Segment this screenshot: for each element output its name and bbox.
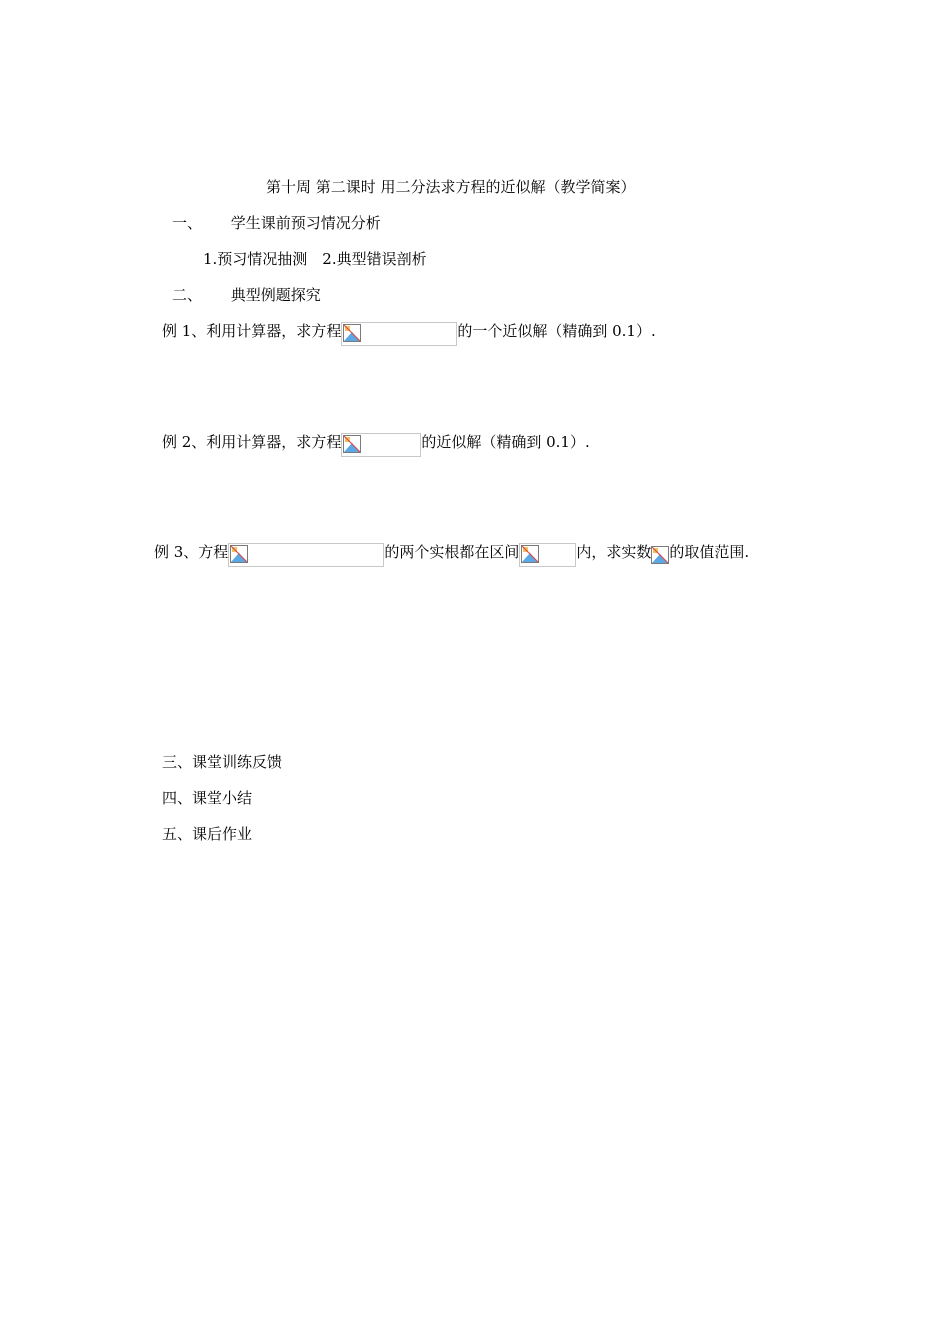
section-2-number: 二、	[172, 286, 203, 304]
example-1-suffix: 的一个近似解（精确到 0.1）.	[457, 322, 656, 340]
example-3	[154, 542, 749, 562]
section-5-heading: 五、课后作业	[162, 825, 253, 843]
broken-image-icon	[521, 545, 539, 563]
example-1-equation-image	[341, 322, 457, 346]
example-1	[162, 321, 656, 341]
document-title: 第十周 第二课时 用二分法求方程的近似解（教学简案）	[266, 178, 636, 196]
example-3-equation-image	[228, 543, 384, 567]
broken-image-icon	[651, 546, 669, 564]
example-3-middle-1: 的两个实根都在区间	[384, 543, 520, 561]
example-3-prefix: 例 3、方程	[154, 543, 229, 561]
section-1-title: 学生课前预习情况分析	[230, 214, 381, 232]
section-1-heading	[172, 213, 381, 233]
section-3-heading: 三、课堂训练反馈	[162, 753, 283, 771]
example-2	[162, 432, 590, 452]
broken-image-icon	[343, 435, 361, 453]
section-2-heading	[172, 285, 321, 305]
example-3-suffix: 的取值范围.	[669, 543, 750, 561]
section-2-title: 典型例题探究	[230, 286, 321, 304]
example-3-interval-image	[519, 543, 576, 567]
broken-image-icon	[343, 324, 361, 342]
example-2-prefix: 例 2、利用计算器，求方程	[162, 433, 342, 451]
example-1-prefix: 例 1、利用计算器，求方程	[162, 322, 342, 340]
section-1-items: 1.预习情况抽测 2.典型错误剖析	[203, 250, 427, 268]
example-2-suffix: 的近似解（精确到 0.1）.	[421, 433, 590, 451]
example-3-variable-image	[651, 543, 669, 563]
broken-image-icon	[230, 545, 248, 563]
section-4-heading: 四、课堂小结	[162, 789, 253, 807]
section-1-number: 一、	[172, 214, 203, 232]
example-3-middle-2: 内，求实数	[576, 543, 652, 561]
example-2-equation-image	[341, 433, 421, 457]
